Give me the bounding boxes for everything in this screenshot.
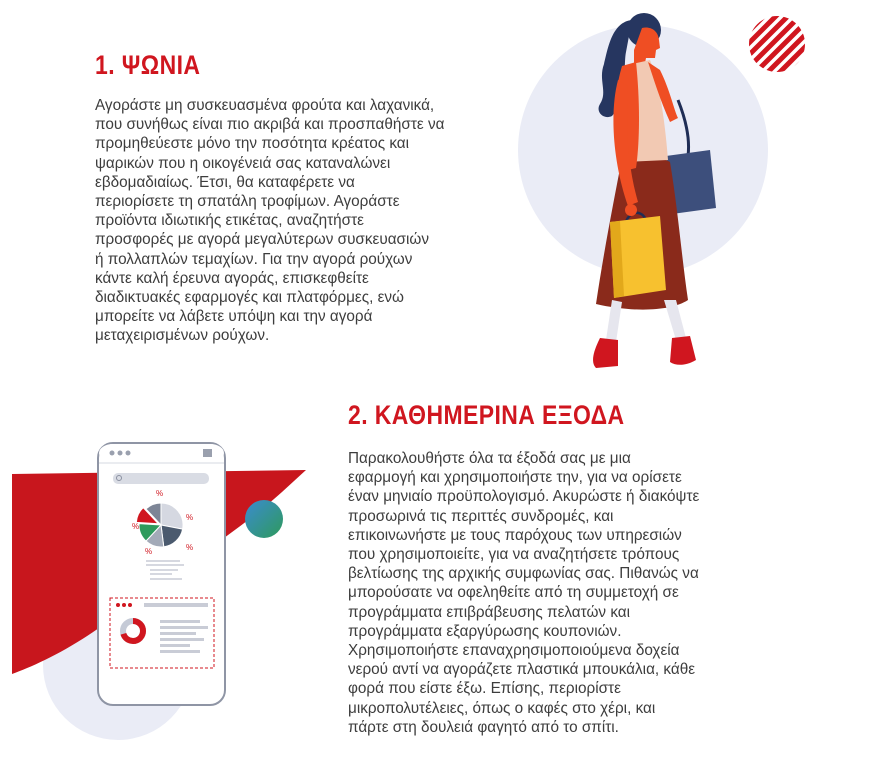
section-1-line: διαδικτυακές εφαρμογές και πλατφόρμες, ενώ	[95, 289, 404, 307]
section-1-line: μεταχειρισμένων ρούχων.	[95, 327, 270, 345]
section-1-line: περιορίσετε τη σπατάλη τροφίμων. Αγοράστε	[95, 193, 400, 211]
section-1-line: προμηθεύεστε μόνο την ποσότητα κρέατος και	[95, 135, 410, 153]
section-1-line: προσφορές με αγορά μεγαλύτερων συσκευασιών	[95, 231, 429, 249]
section-2-line: προγράμματα εξαργύρωσης κουπονιών.	[348, 622, 622, 640]
section-2-line: έναν μηνιαίο προϋπολογισμό. Ακυρώστε ή διακόψτε	[348, 488, 700, 506]
percent-icon: %	[145, 547, 153, 556]
section-1-line: ή πολλαπλών τεμαχίων. Για την αγορά ρούχων	[95, 250, 413, 268]
section-2-line: μικροπολυτέλειες, όπως ο καφές στο χέρι, και	[348, 699, 656, 717]
section-1-line: μπορείτε να λάβετε υπόψη και την αγορά	[95, 308, 373, 326]
section-1-line: εβδομαδιαίως. Έτσι, θα καταφέρετε να	[95, 173, 355, 191]
section-1-line: Αγοράστε μη συσκευασμένα φρούτα και λαχανικά,	[95, 97, 435, 114]
percent-icon: %	[186, 513, 194, 522]
section-1-line: προϊόντα ιδιωτικής ετικέτας, αναζητήστε	[95, 212, 364, 230]
section-2-line: βελτίωσης της αρχικής συμφωνίας σας. Πιθανώς να	[348, 565, 699, 583]
percent-icon: %	[132, 522, 140, 531]
section-2-line: νερού αντί να αγοράζετε πλαστικά μπουκάλια, κάθε	[348, 661, 696, 679]
section-2-line: που χρησιμοποιείτε, για να αναζητήσετε τρόπους	[348, 546, 680, 564]
section-1-title: 1. ΨΩΝΙΑ	[95, 50, 201, 80]
section-2-title: 2. ΚΑΘΗΜΕΡΙΝΑ ΕΞΟΔΑ	[348, 400, 625, 430]
section-2-body	[348, 449, 699, 737]
section-1-line: ψαρικών που η οικογένειά σας καταναλώνει	[95, 154, 391, 172]
section-2-line: μπορούσατε να οφεληθείτε από τη συμμετοχή σε	[348, 584, 679, 602]
section-2-line: φορά που είστε έξω. Επίσης, περιορίστε	[348, 680, 621, 698]
section-1-line: που συνήθως είναι πιο ακριβά και προσπαθήστε να	[95, 116, 445, 134]
section-2-line: Χρησιμοποιήστε επαναχρησιμοποιούμενα δοχεία	[348, 642, 680, 660]
section-1-line: κάντε καλή έρευνα αγοράς, επισκεφθείτε	[95, 269, 369, 287]
percent-icon: %	[156, 489, 164, 498]
phone-app-illustration	[0, 430, 330, 776]
percent-icon: %	[186, 543, 194, 552]
shopper-illustration	[500, 0, 886, 380]
section-2-line: πάρτε στη δουλειά φαγητό από το σπίτι.	[348, 718, 619, 736]
section-2-line: προσωρινά τις περιττές συνδρομές, και	[348, 507, 614, 525]
section-2-line: επικοινωνήστε με τους παρόχους των υπηρεσιών	[348, 526, 682, 544]
gradient-orb-decoration	[245, 500, 283, 538]
search-bar	[113, 473, 209, 484]
section-1-body	[95, 96, 444, 346]
section-2-line: Παρακολουθήστε όλα τα έξοδά σας με μια	[348, 450, 631, 467]
section-2-line: εφαρμογή και χρησιμοποιήστε την, για να ορίσετε	[348, 469, 682, 487]
section-2-line: προγράμματα επιβράβευσης πελατών και	[348, 603, 631, 621]
striped-circle-decoration	[740, 0, 838, 88]
